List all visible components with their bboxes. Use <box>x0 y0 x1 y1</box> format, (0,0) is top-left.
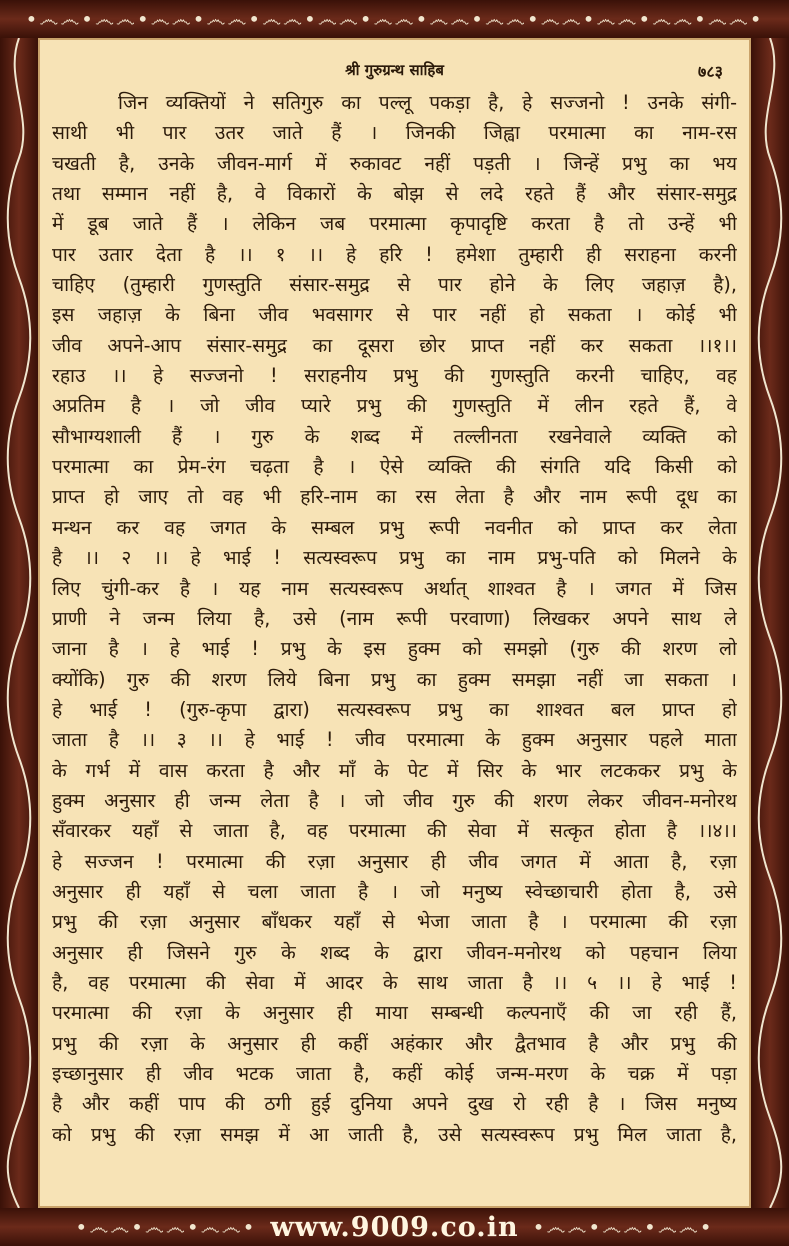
text-line: जिन व्यक्तियों ने सतिगुरु का पल्लू पकड़ा है, हे सज्जनो ! उनके संगी- <box>118 91 737 114</box>
text-line: मन्थन कर वह जगत के सम्बल प्रभु रूपी नवनीत को प्राप्त कर लेता <box>52 515 737 539</box>
scroll-ornament-icon: •෴෴•෴෴•෴෴• <box>532 1215 714 1239</box>
text-line: है ।। २ ।। हे भाई ! सत्यस्वरूप प्रभु का नाम प्रभु-पति को मिलने के <box>52 546 737 570</box>
text-line: प्राणी ने जन्म लिया है, उसे (नाम रूपी परवाणा) लिखकर अपने साथ ले <box>52 606 737 630</box>
text-line: सौभाग्यशाली हैं । गुरु के शब्द में तल्लीनता रखनेवाले व्यक्ति को <box>52 424 737 448</box>
scripture-page <box>38 38 751 1208</box>
text-line: चाहिए (तुम्हारी गुणस्तुति संसार-समुद्र से पार होने के लिए जहाज़ है), <box>52 273 737 297</box>
text-line: तथा सम्मान नहीं है, वे विकारों के बोझ से लदे रहते हैं और संसार-समुद्र <box>52 182 737 206</box>
text-line: अनुसार ही यहाँ से चला जाता है । जो मनुष्य स्वेच्छाचारी होता है, उसे <box>52 879 737 903</box>
scroll-ornament-icon: •෴෴•෴෴•෴෴• <box>75 1215 257 1239</box>
text-line: साथी भी पार उतर जाते हैं । जिनकी जिह्वा परमात्मा का नाम-रस <box>52 121 737 145</box>
scroll-ornament-icon: •෴෴•෴෴•෴෴•෴෴•෴෴•෴෴•෴෴•෴෴•෴෴•෴෴•෴෴•෴෴•෴෴• <box>25 7 764 31</box>
text-line: चखती है, उनके जीवन-मार्ग में रुकावट नहीं पड़ती । जिन्हें प्रभु का भय <box>52 151 737 175</box>
text-line: जीव अपने-आप संसार-समुद्र का दूसरा छोर प्राप्त नहीं कर सकता ।।१।। <box>52 333 737 357</box>
bottom-border <box>0 1208 789 1246</box>
text-line: प्रभु की रज़ा अनुसार बाँधकर यहाँ से भेजा जाता है । परमात्मा की रज़ा <box>52 910 737 934</box>
text-line: के गर्भ में वास करता है और माँ के पेट में सिर के भार लटककर प्रभु के <box>52 758 737 782</box>
right-border <box>751 38 789 1208</box>
text-line: में डूब जाते हैं । लेकिन जब परमात्मा कृपादृष्टि करता है तो उन्हें भी <box>52 212 737 236</box>
text-line: इच्छानुसार ही जीव भटक जाता है, कहीं कोई जन्म-मरण के चक्र में पड़ा <box>52 1062 737 1085</box>
body-text <box>52 88 737 1150</box>
text-line: हे सज्जन ! परमात्मा की रज़ा अनुसार ही जीव जगत में आता है, रज़ा <box>52 849 737 873</box>
page-number: ७८३ <box>698 62 723 81</box>
text-line: सँवारकर यहाँ से जाता है, वह परमात्मा की सेवा में सत्कृत होता है ।।४।। <box>52 819 737 843</box>
text-line: हे भाई ! (गुरु-कृपा द्वारा) सत्यस्वरूप प्रभु का शाश्वत बल प्राप्त हो <box>52 697 737 721</box>
text-line: प्रभु की रज़ा के अनुसार ही कहीं अहंकार और द्वैतभाव है और प्रभु की <box>52 1031 737 1055</box>
text-line: है और कहीं पाप की ठगी हुई दुनिया अपने दुख रो रही है । जिस मनुष्य <box>52 1092 737 1116</box>
spiral-ornament-icon <box>751 38 789 1208</box>
text-line: जाता है ।। ३ ।। हे भाई ! जीव परमात्मा के हुक्म अनुसार पहले माता <box>52 728 737 752</box>
top-border <box>0 0 789 38</box>
text-line: इस जहाज़ के बिना जीव भवसागर से पार नहीं हो सकता । कोई भी <box>52 303 737 327</box>
text-line: अनुसार ही जिसने गुरु के शब्द के द्वारा जीवन-मनोरथ को पहचान लिया <box>52 940 737 964</box>
text-line: क्योंकि) गुरु की शरण लिये बिना प्रभु का हुक्म समझा नहीं जा सकता । <box>52 667 737 691</box>
text-line: है, वह परमात्मा की सेवा में आदर के साथ जाता है ।। ५ ।। हे भाई ! <box>52 970 737 994</box>
spiral-ornament-icon <box>0 38 38 1208</box>
text-line: परमात्मा का प्रेम-रंग चढ़ता है । ऐसे व्यक्ति की संगति यदि किसी को <box>52 455 737 479</box>
text-line: परमात्मा की रज़ा के अनुसार ही माया सम्बन्धी कल्पनाएँ की जा रही हैं, <box>52 1001 737 1025</box>
website-url[interactable]: www.9009.co.in <box>270 1211 519 1243</box>
text-line: अप्रतिम है । जो जीव प्यारे प्रभु की गुणस्तुति में लीन रहते हैं, वे <box>52 394 737 418</box>
left-border <box>0 38 38 1208</box>
text-line: प्राप्त हो जाए तो वह भी हरि-नाम का रस लेता है और नाम रूपी दूध का <box>52 485 737 509</box>
text-line: रहाउ ।। हे सज्जनो ! सराहनीय प्रभु की गुणस्तुति करनी चाहिए, वह <box>52 364 737 388</box>
text-line: को प्रभु की रज़ा समझ में आ जाती है, उसे सत्यस्वरूप प्रभु मिल जाता है, <box>52 1122 737 1146</box>
text-line: हुक्म अनुसार ही जन्म लेता है । जो जीव गुरु की शरण लेकर जीवन-मनोरथ <box>52 788 737 812</box>
page-title: श्री गुरुग्रन्थ साहिब <box>345 61 444 79</box>
text-line: पार उतार देता है ।। १ ।। हे हरि ! हमेशा तुम्हारी ही सराहना करनी <box>52 242 737 266</box>
text-line: लिए चुंगी-कर है । यह नाम सत्यस्वरूप अर्थात् शाश्वत है । जगत में जिस <box>52 576 737 600</box>
text-line: जाना है । हे भाई ! प्रभु के इस हुक्म को समझो (गुरु की शरण लो <box>52 637 737 661</box>
